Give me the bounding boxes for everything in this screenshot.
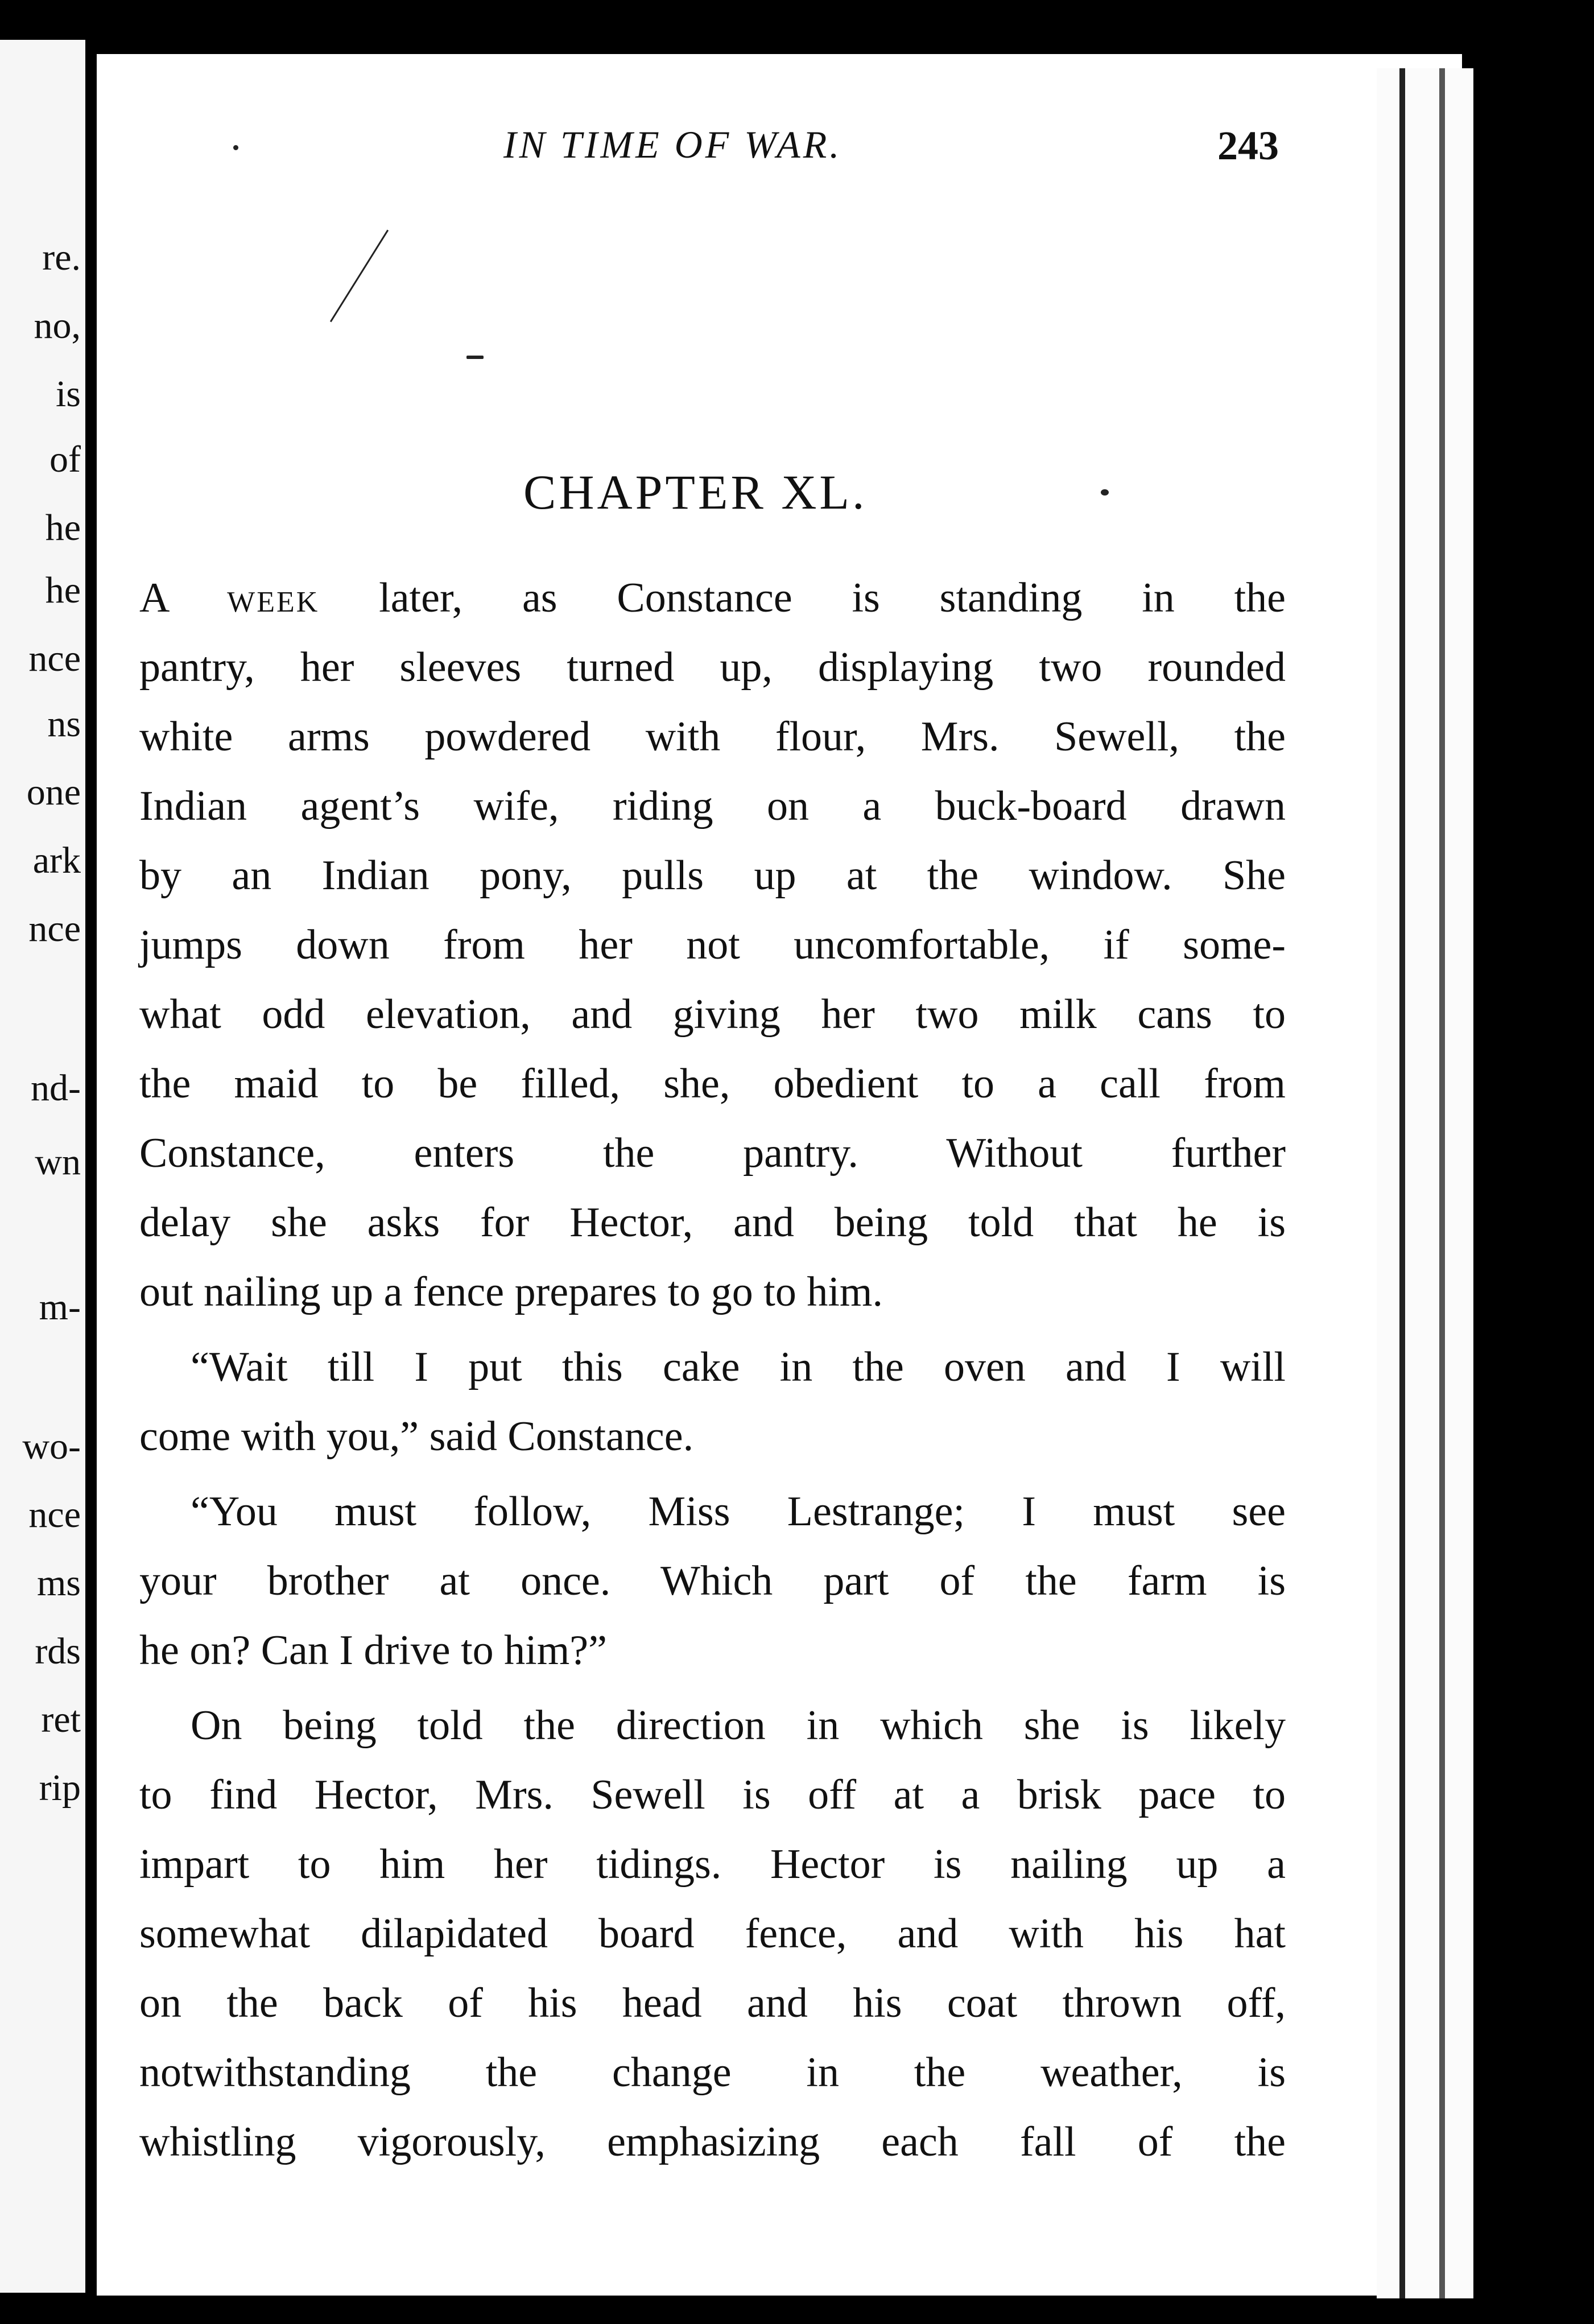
facing-page-word: of	[49, 439, 81, 480]
text-line: whistling vigorously, emphasizing each fall of the	[139, 2119, 1286, 2165]
text-line: white arms powdered with flour, Mrs. Sewell, the	[139, 713, 1286, 760]
text-line: by an Indian pony, pulls up at the window. She	[139, 852, 1286, 899]
page-edge-line	[1439, 68, 1445, 2298]
facing-page-word: nd-	[31, 1067, 81, 1109]
scan-speck	[233, 145, 238, 150]
text-line: come with you,” said Constance.	[139, 1413, 694, 1460]
facing-page-word: m-	[39, 1286, 81, 1328]
text-line: out nailing up a fence prepares to go to him.	[139, 1269, 883, 1315]
scan-speck	[1101, 489, 1109, 496]
facing-page-word: nce	[28, 1494, 81, 1535]
chapter-title: CHAPTER XL.	[523, 465, 868, 519]
text-line: what odd elevation, and giving her two milk cans to	[139, 991, 1286, 1038]
facing-page-word: re.	[42, 237, 81, 278]
text-line: “Wait till I put this cake in the oven and I will	[191, 1344, 1286, 1390]
text-line: impart to him her tidings. Hector is nailing up a	[139, 1841, 1286, 1888]
facing-page-word: wo-	[22, 1426, 81, 1467]
running-head: IN TIME OF WAR.	[503, 123, 843, 166]
text-line	[139, 563, 1286, 633]
text-line: jumps down from her not uncomfortable, if some-	[139, 922, 1286, 968]
facing-page-word: nce	[28, 908, 81, 950]
facing-page-word: rip	[39, 1767, 81, 1809]
text-line: notwithstanding the change in the weather, is	[139, 2049, 1286, 2096]
text-line: On being told the direction in which she is likely	[191, 1702, 1286, 1749]
text-line: somewhat dilapidated board fence, and with his hat	[139, 1910, 1286, 1957]
text-line: to find Hector, Mrs. Sewell is off at a brisk pace to	[139, 1772, 1286, 1818]
text-line: the maid to be filled, she, obedient to a call from	[139, 1060, 1286, 1107]
facing-page-word: nce	[28, 638, 81, 679]
text-line: “You must follow, Miss Lestrange; I must see	[191, 1488, 1286, 1535]
facing-page-word: ms	[36, 1562, 81, 1604]
facing-page-fragment	[0, 40, 85, 2293]
text-line: he on? Can I drive to him?”	[139, 1627, 607, 1674]
page-number: 243	[1217, 123, 1279, 168]
small-caps-word: week	[227, 575, 320, 621]
text-line: delay she asks for Hector, and being told that he is	[139, 1199, 1286, 1246]
body-text	[139, 563, 1286, 2177]
text-line: on the back of his head and his coat thrown off,	[139, 1980, 1286, 2026]
facing-page-word: ark	[32, 840, 81, 881]
page-edge	[1377, 68, 1473, 2298]
facing-page-word: ret	[41, 1699, 81, 1740]
text-line: your brother at once. Which part of the farm is	[139, 1558, 1286, 1604]
text-line-rest: later, as Constance is standing in the	[319, 575, 1286, 621]
text-line: pantry, her sleeves turned up, displaying two rounded	[139, 644, 1286, 691]
drop-letter: A	[139, 575, 228, 621]
facing-page-word: wn	[35, 1141, 81, 1183]
facing-page-word: rds	[35, 1630, 81, 1672]
facing-page-word: he	[45, 569, 81, 611]
facing-page-word: he	[45, 507, 81, 548]
scan-speck	[466, 356, 484, 359]
facing-page-word: ns	[47, 703, 81, 745]
text-line: Constance, enters the pantry. Without further	[139, 1130, 1286, 1177]
text-line: Indian agent’s wife, riding on a buck-board drawn	[139, 783, 1286, 829]
page-edge-line	[1399, 68, 1405, 2298]
facing-page-word: no,	[34, 305, 81, 346]
facing-page-word: is	[55, 373, 81, 415]
facing-page-word: one	[26, 771, 81, 813]
